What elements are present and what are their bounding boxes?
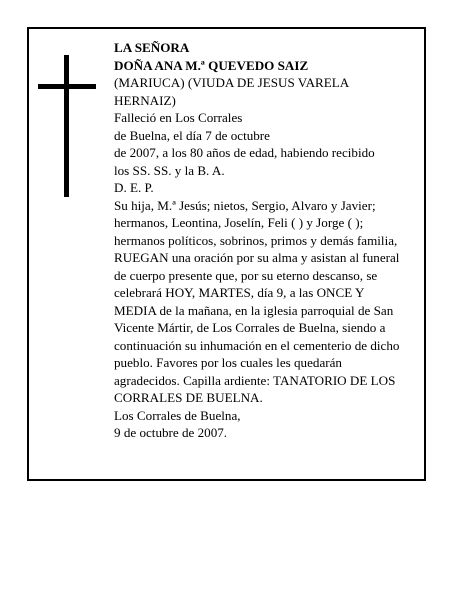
cross-vertical-bar [64,55,69,197]
obituary-line: de Buelna, el día 7 de octubre [114,127,270,143]
obituary-line: agradecidos. Capilla ardiente: TANATORIO DE LOS [114,372,396,388]
obituary-line: RUEGAN una oración por su alma y asistan al funeral [114,250,400,265]
obituary-text [114,39,414,442]
obituary-heading-line-1: LA SEÑORA [114,40,190,55]
obituary-line: D. E. P. [114,180,154,195]
obituary-line: Vicente Mártir, de Los Corrales de Buelna, siendo a [114,320,386,335]
obituary-line: Los Corrales de Buelna, [114,407,241,423]
obituary-line: HERNAIZ) [114,92,176,108]
obituary-line: Su hija, M.ª Jesús; nietos, Sergio, Alvaro y Javier; [114,197,376,213]
obituary-line: hermanos, Leontina, Joselín, Feli ( ) y Jorge ( ); [114,215,364,230]
obituary-line: continuación su inhumación en el cementerio de dicho [114,337,400,353]
obituary-line: celebrará HOY, MARTES, día 9, a las ONCE Y [114,285,365,300]
obituary-heading-name: DOÑA ANA M.ª QUEVEDO SAIZ [114,57,309,73]
obituary-line: hermanos políticos, sobrinos, primos y demás familia, [114,232,398,248]
obituary-line: MEDIA de la mañana, en la iglesia parroquial de San [114,302,394,318]
obituary-line: los SS. SS. y la B. A. [114,162,225,178]
obituary-line: pueblo. Favores por los cuales les quedarán [114,355,342,370]
obituary-line: (MARIUCA) (VIUDA DE JESUS VARELA [114,75,350,90]
obituary-line: 9 de octubre de 2007. [114,425,228,440]
obituary-line: CORRALES DE BUELNA. [114,390,263,405]
obituary-line: de 2007, a los 80 años de edad, habiendo recibido [114,145,375,160]
cross-horizontal-bar [38,84,96,89]
obituary-line: Falleció en Los Corrales [114,110,243,125]
obituary-line: de cuerpo presente que, por su eterno descanso, se [114,267,378,283]
